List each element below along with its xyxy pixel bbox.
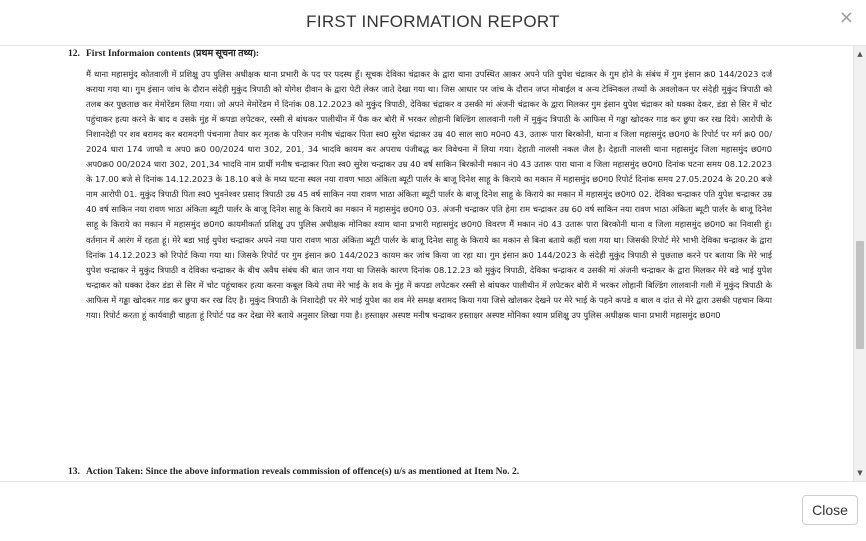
triangle-up-icon[interactable]: ▲	[857, 50, 863, 58]
triangle-down-icon[interactable]: ▼	[857, 469, 863, 477]
fir-content	[68, 46, 782, 475]
item-12-title: First Informaion contents (प्रथम सूचना तथ्य):	[86, 49, 260, 59]
item-13-title: Action Taken: Since the above information reveals commission of offence(s) u/s as mentioned at Item No. 2.	[86, 467, 520, 477]
scroll-thumb[interactable]	[856, 241, 864, 349]
modal-title: FIRST INFORMATION REPORT	[306, 12, 560, 31]
close-icon[interactable]: ×	[838, 7, 854, 28]
modal-body	[0, 46, 853, 481]
close-button[interactable]: Close	[802, 495, 858, 525]
item-12-number: 12.	[68, 49, 80, 59]
modal-footer	[0, 481, 866, 541]
vertical-scrollbar[interactable]	[853, 46, 866, 481]
item-12-heading	[68, 48, 782, 60]
item-13-heading	[68, 466, 782, 478]
item-13-number: 13.	[68, 467, 80, 477]
first-information-text: मैं थाना महासमुंद कोतवाली में प्रशिक्षु उप पुलिस अधीक्षक थाना प्रभारी के पद पर पदस्थ हूँ। सूचक देविका चंद्राकर के द्वारा थाना उपस्थित आकर अपने पति युपेश चंद्राकर के गुम होने के संबंध में गुम इंसान क्र0 144/2023 दर्ज कराया गया था। गुम इंसान जांच के दौरान संदेही मुकुंद त्रिपाठी को योगेश दीवान के द्वारा पेटी लेकर जाते देखा गया था। जिस आधार पर जांच के दौरान जप्त मोबाईल व अन्य टेक्निकल तथ्यों के अवलोकन पर संदेही मुकुंद त्रिपाठी को तलब कर पुछताछ कर मेमोरेंडम लिया गया। जो अपने मेमोरेंडम में दिनांक 08.12.2023 को मुकुंद त्रिपाठी, देविका चंद्राकर व उसकी मां अंजनी चंद्राकर के द्वारा मिलकर गुम इंसान युपेश चंद्राकर को धक्का देकर, डंडा से सिर में चोट पहुंचाकर हत्या करने के बाद व उसके मुंह में कपडा लपेटकर, रस्सी से बांधकर पालीथीन में पैक कर बोरी में भरकर लोहानी बिल्डिंग लालवानी गली में मुकुंद त्रिपाठी के आफिस में गड्ढा खोदकर गाड कर छुपा कर रख दिये। आरोपी के निशानदेही पर शव बरामद कर बरामदगी पंचनामा तैयार कर मृतक के परिजन मनीष चंद्राकर पिता स्व0 सुरेश चंद्राकर उम्र 40 साल सा0 म0न0 43, उतारू पारा बिरकोनी, थाना व जिला महासमुंद छ0ग0 के रिपोर्ट पर मर्ग क्र0 00/ 2024 धारा 174 जाफौ व अप0 क्र0 00/2024 धारा 302, 201, 34 भादवि कायम कर अपराध पंजीबद्ध कर विवेचना में लिया गया। देहाती नालसी नकल जैल है। देहाती नालसी थाना महासमुंद जिला महासमुंद छ0ग0 अप0क्र0 00/2024 धारा 302, 201,34 भादवि नाम प्रार्थी मनीष चन्द्राकर पिता स्व0 सुरेश चन्द्राकर उम्र 40 वर्ष साकिन बिरकोनी मकान नं0 43 उतारू पारा थाना व जिला महासमुंद छ0ग0 दिनांक घटना समय 08.12.2023 के 17.00 बजे से दिनांक 14.12.2023 के 18.10 बजे के मध्य घटना स्थल नया रावण भाठा अंकिता ब्यूटी पार्लर के बाजू दिनेश साहू के किराये का मकान में महासमुंद छ0ग0 रिपोर्ट दिनांक समय 27.05.2024 के 20.20 बजे नाम आरोपी 01. मुकुंद त्रिपाठी पिता स्व0 भुवनेश्वर प्रसाद त्रिपाठी उम्र 45 वर्ष साकिन नया रावण भाठा अंकिता ब्यूटी पार्लर के बाजू दिनेश साहू के किराये का मकान में महासमुंद छ0ग0 02. देविका चन्द्राकर पति युपेश चन्द्राकर उम्र 40 वर्ष साकिन नया रावण भाठा अंकिता ब्यूटी पार्लर के बाजू दिनेश साहू के किराये का मकान में महासमुंद छ0ग0 03. अंजनी चन्द्राकर पति हेमा राम चन्द्राकर उम्र 60 वर्ष साकिन नया रावण भाठा अंकिता ब्यूटी पार्लर के बाजू दिनेश साहू के किराये का मकान में महासमुंद छ0ग0 कायमीकर्ता प्रशिक्षु उप पुलिस अधीक्षक मोनिका श्याम थाना प्रभारी महासमुंद छ0ग0 विवरण मैं मकान नं0 43 उतारू पारा बिरकोनी थाना व जिला महासमुंद छ0ग0 का निवासी हूं। वर्तमान में आरंग में रहता हूं। मेरे बडा भाई युपेश चन्द्राकर अपने नया पारा रावण भाठा अंकिता ब्यूटी पार्लर के बाजू दिनेश साहू के किराये का मकान से बिना बताये कहीं चला गया था। जिसकी रिपोर्ट मेरे भाभी देविका चन्द्राकर के द्वारा दिनांक 14.12.2023 को रिपोर्ट किया गया था। जिसके रिपोर्ट पर गुम इंसान क्र0 144/2023 कायम कर जांच किया जा रहा था। गुम इंसान क्र0 144/2023 के संदेही मुकुंद त्रिपाठी से पुछताछ करने पर बताया कि मेरे भाई युपेश चन्द्राकर ने मुकुंद त्रिपाठी व देविका चन्द्राकर के बीच अवैध संबंध की बात जान गया था जिसके कारण दिनांक 08.12.23 को मुकुंद त्रिपाठी, देविका चन्द्राकर व उसकी मां अंजनी चन्द्राकर के द्वारा मिलकर मेरे बडे भाई युपेश चन्द्राकर को धक्का देकर डंडा से सिर में चोट पहुंचाकर हत्या करना कबूल किये तथा मेरे भाई के शव के मुंह में कपडा लपेटकर रस्सी से बांधकर पालीथीन में लपेटकर बोरी में भरकर लोहानी बिल्डिंग लालवानी गली में मुकुंद त्रिपाठी के आफिस में गड्ढा खोदकर गाड कर छुपा कर रख दिए है। मुकुंद त्रिपाठी के निशादेही पर मेरे भाई युपेश का शव मेरे समक्ष बरामद किया गया जिसे खोलकर देखने पर मेरे भाई के पहने कपडे व बाल व दांत से मेरे द्वारा उसकी पहचान किया गया। रिपोर्ट करता हूं कार्यवाही चाहता हूं रिपोर्ट पढ कर देखा मेरे बताये अनुसार लिखा गया है। हस्ताक्षर अस्पष्ट मनीष चन्द्राकर हस्ताक्षर अस्पष्ट मोनिका श्याम प्रशिक्षु उप पुलिस अधीक्षक थाना प्रभारी महासमुंद छ0ग0	[86, 69, 772, 320]
modal-header	[0, 0, 866, 46]
